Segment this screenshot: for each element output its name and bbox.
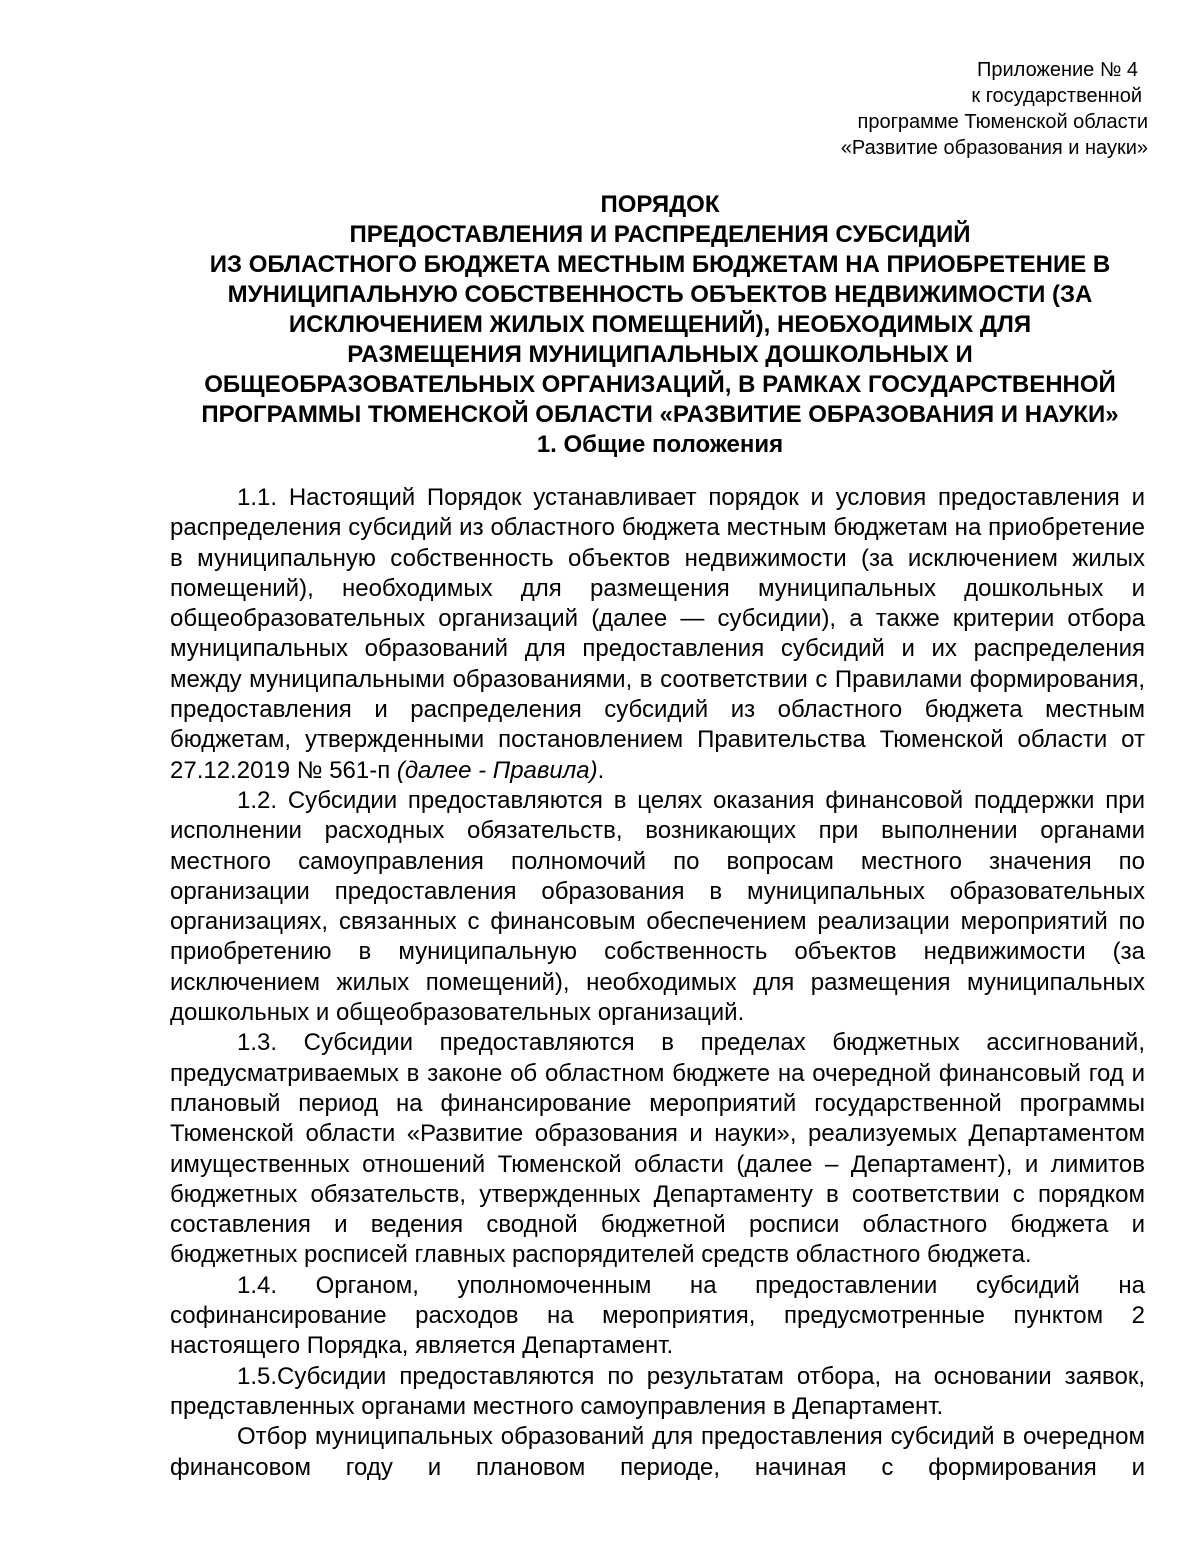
paragraph-1-1-italic: (далее - Правила) <box>396 756 598 784</box>
appendix-line-4: «Развитие образования и науки» <box>840 137 1148 159</box>
paragraph-1-1 <box>170 483 1145 786</box>
title-line-3: ИЗ ОБЛАСТНОГО БЮДЖЕТА МЕСТНЫМ БЮДЖЕТАМ НА ПРИОБРЕТЕНИЕ В <box>209 251 1111 278</box>
appendix-header <box>841 57 1148 161</box>
appendix-line-2: к государственной <box>971 85 1142 107</box>
paragraph-1-1-end: . <box>597 756 605 784</box>
paragraph-1-3: 1.3. Субсидии предоставляются в пределах бюджетных ассигнований, предусматриваемых в законе об областном бюджете на очередной финансовый год и плановый период на финансирование мероприятий государственной программы Тюменской области «Развитие образования и науки», реализуемых Департаментом имущественных отношений Тюменской области (далее – Департамент), и лимитов бюджетных обязательств, утвержденных Департаменту в соответствии с порядком составления и ведения сводной бюджетной росписи областного бюджета и бюджетных росписей главных распорядителей средств областного бюджета. <box>170 1029 1145 1269</box>
paragraph-1-2: 1.2. Субсидии предоставляются в целях оказания финансовой поддержки при исполнении расходных обязательств, возникающих при выполнении органами местного самоуправления полномочий по вопросам местного значения по организации предоставления образования в муниципальных образовательных организациях, связанных с финансовым обеспечением реализации мероприятий по приобретению в муниципальную собственность объектов недвижимости (за исключением жилых помещений), необходимых для размещения муниципальных дошкольных и общеобразовательных организаций. <box>170 786 1145 1027</box>
title-line-8: ПРОГРАММЫ ТЮМЕНСКОЙ ОБЛАСТИ «РАЗВИТИЕ ОБРАЗОВАНИЯ И НАУКИ» <box>201 401 1119 428</box>
title-line-2: ПРЕДОСТАВЛЕНИЯ И РАСПРЕДЕЛЕНИЯ СУБСИДИЙ <box>349 221 971 248</box>
paragraph-1-4: 1.4. Органом, уполномоченным на предоставлении субсидий на софинансирование расходов на мероприятия, предусмотренные пунктом 2 настоящего Порядка, является Департамент. <box>170 1271 1145 1360</box>
appendix-number: Приложение № 4 <box>977 59 1138 81</box>
title-line-1: ПОРЯДОК <box>600 191 720 218</box>
title-line-7: ОБЩЕОБРАЗОВАТЕЛЬНЫХ ОРГАНИЗАЦИЙ, В РАМКАХ ГОСУДАРСТВЕННОЙ <box>204 371 1116 398</box>
paragraph-1-1-text: 1.1. Настоящий Порядок устанавливает порядок и условия предоставления и распределения субсидий из областного бюджета местным бюджетам на приобретение в муниципальную собственность объектов недвижимости (за исключением жилых помещений), необходимых для размещения муниципальных дошкольных и общеобразовательных организаций (далее — субсидии), а также критерии отбора муниципальных образований для предоставления субсидий и их распределения между муниципальными образованиями, в соответствии с Правилами формирования, предоставления и распределения субсидий из областного бюджета местным бюджетам, утвержденными постановлением Правительства Тюменской области от 27.12.2019 № 561-п <box>170 484 1145 784</box>
title-line-6: РАЗМЕЩЕНИЯ МУНИЦИПАЛЬНЫХ ДОШКОЛЬНЫХ И <box>347 341 973 368</box>
title-line-5: ИСКЛЮЧЕНИЕМ ЖИЛЫХ ПОМЕЩЕНИЙ), НЕОБХОДИМЫХ ДЛЯ <box>288 311 1032 338</box>
title-line-4: МУНИЦИПАЛЬНУЮ СОБСТВЕННОСТЬ ОБЪЕКТОВ НЕДВИЖИМОСТИ (ЗА <box>227 281 1093 308</box>
document-body <box>170 483 1145 1483</box>
document-title <box>160 190 1160 460</box>
section-heading: 1. Общие положения <box>536 431 784 458</box>
paragraph-1-5: 1.5.Субсидии предоставляются по результатам отбора, на основании заявок, представленных органами местного самоуправления в Департамент. <box>170 1362 1145 1420</box>
appendix-line-3: программе Тюменской области <box>857 111 1148 133</box>
paragraph-selection: Отбор муниципальных образований для предоставления субсидий в очередном финансовом году и плановом периоде, начиная с формирования и <box>170 1423 1145 1481</box>
